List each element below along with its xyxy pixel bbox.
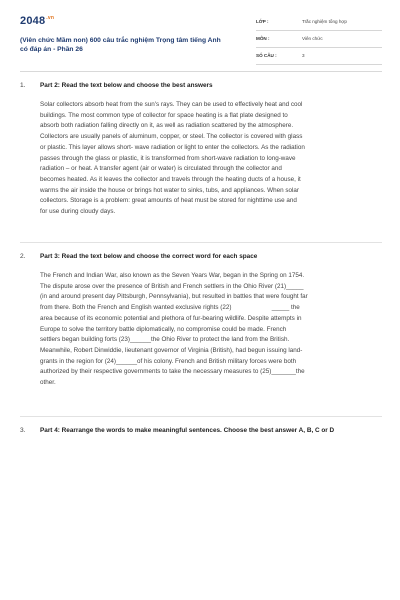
question-heading: Part 3: Read the text below and choose the correct word for each space: [40, 253, 258, 260]
passage-line: Collectors are usually panels of aluminum, copper, or steel. The collector is covered with glass: [40, 133, 303, 141]
document-title: (Viên chức Mầm non) 600 câu trắc nghiệm Trọng tâm tiếng Anh có đáp án - Phần 26: [20, 37, 221, 53]
question-2: [20, 253, 380, 403]
passage-line: settlers began building forts (23)______the Ohio River to protect the land from the British.: [40, 336, 290, 344]
passage-line: Solar collectors absorb heat from the sun's rays. They can be used to effectively heat and cool: [40, 101, 303, 108]
passage-line: Meanwhile, Robert Dinwiddie, lieutenant governor of Virginia (British), had begun issuing land-: [40, 346, 303, 354]
logo-suffix: .vn: [46, 15, 55, 21]
question-heading: Part 4: Rearrange the words to make meaningful sentences. Choose the best answer A, B, C or D: [40, 427, 335, 434]
meta-value: Trắc nghiệm tổng hợp: [302, 19, 347, 24]
question-heading: Part 2: Read the text below and choose the best answers: [40, 82, 213, 89]
logo-text: 2048: [20, 15, 46, 27]
meta-row-subject: [256, 31, 382, 48]
meta-value: Viên chức: [302, 36, 323, 41]
passage-line: Europe to solve the territory battle diplomatically, no compromise could be made. French: [40, 325, 287, 333]
meta-row-class: [256, 14, 382, 31]
passage-line: or plastic. This layer allows short- wave radiation or light to enter the collectors. As the radiation: [40, 143, 305, 151]
passage-line: collectors. Storage is a problem: great amounts of heat must be stored for nighttime use and: [40, 197, 297, 205]
passage-text: [40, 271, 378, 389]
passage-text: [40, 100, 378, 218]
passage-line: The dispute arose over the presence of British and French settlers in the Ohio River (21)_____: [40, 282, 304, 290]
meta-label: MÔN :: [256, 36, 270, 41]
meta-label: LỚP :: [256, 19, 269, 24]
meta-label: SỐ CÂU :: [256, 53, 277, 58]
passage-line: radiation – or heat. A transfer agent (air or water) is circulated through the collector and: [40, 165, 282, 173]
passage-line: passes through the glass or plastic, it is transformed from short-wave radiation to long-wave: [40, 154, 296, 162]
passage-line: grants in the region for (24)______of his colony. French and British military forces were both: [40, 357, 297, 365]
passage-line: absorb both radiation falling directly on it, as well as radiation scattered by the atmosphere.: [40, 122, 294, 130]
passage-line: (in and around present day Pittsburgh, Pennsylvania), but resulted in battles that were fought far: [40, 293, 308, 301]
passage-line: area because of its economic potential and plethora of fur-bearing wildlife. Despite attempts in: [40, 314, 302, 322]
passage-line: becomes heated. As it leaves the collector and travels through the heating ducts of a house, it: [40, 175, 301, 183]
passage-line: for use during cloudy days.: [40, 208, 116, 216]
question-number: 1.: [20, 82, 26, 89]
site-logo[interactable]: [20, 15, 54, 27]
passage-line: warms the air inside the house or brings hot water to sinks, tubs, and appliances. When solar: [40, 186, 300, 194]
question-number: 2.: [20, 253, 26, 260]
passage-line: The French and Indian War, also known as the Seven Years War, began in the Spring on 1754.: [40, 272, 305, 279]
question-divider: [20, 416, 382, 417]
meta-table: [256, 14, 382, 65]
passage-line: from there. Both the French and English wanted exclusive rights (22) _____ the: [40, 304, 300, 312]
passage-line: other.: [40, 379, 56, 387]
document-header: [20, 13, 382, 63]
question-number: 3.: [20, 427, 26, 434]
question-divider: [20, 242, 382, 243]
passage-line: buildings. The most common type of collector for space heating is a flat plate designed to: [40, 111, 288, 119]
meta-row-count: [256, 48, 382, 65]
question-1: [20, 82, 380, 232]
meta-value: 3: [302, 53, 305, 58]
question-3: [20, 427, 380, 457]
passage-line: authorized by their respective governments to take the necessary measures to (25)_______the: [40, 368, 305, 376]
header-divider: [20, 71, 382, 72]
